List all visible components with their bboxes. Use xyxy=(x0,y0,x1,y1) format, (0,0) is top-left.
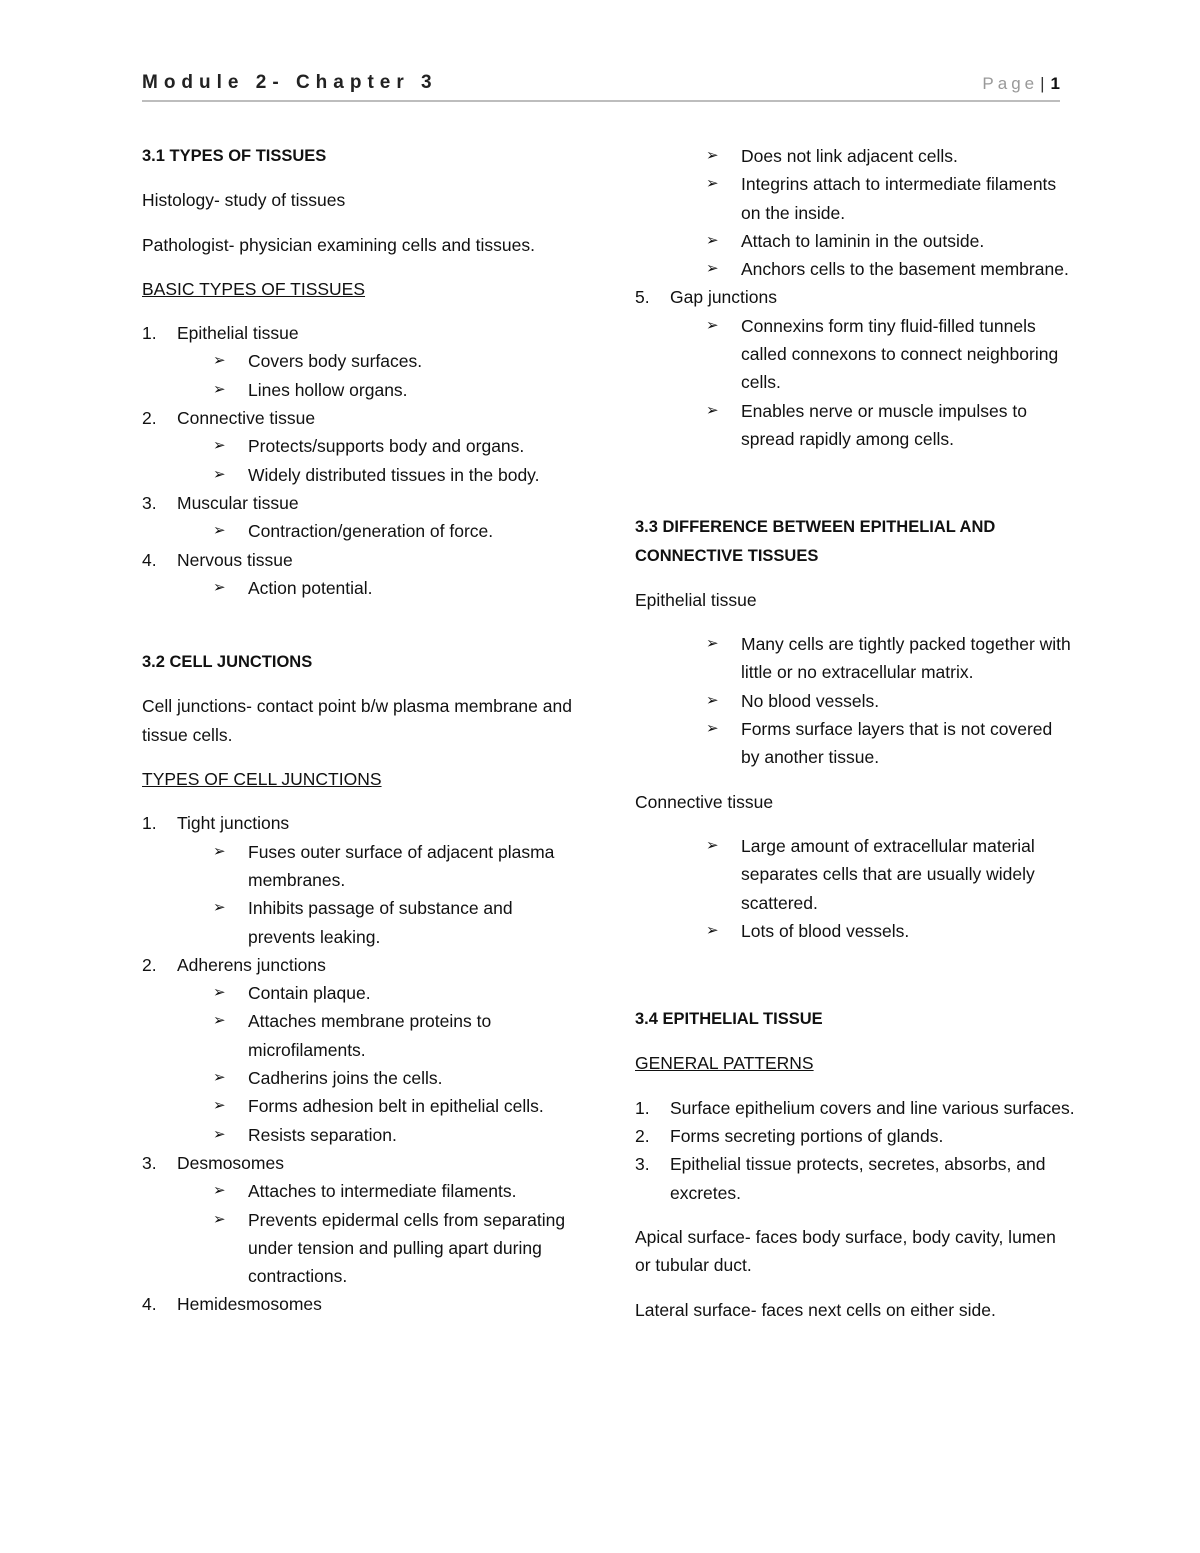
bullet-item xyxy=(635,170,1075,227)
bullet-item xyxy=(142,838,582,895)
list-item xyxy=(142,1290,582,1318)
basic-types-subheading: BASIC TYPES OF TISSUES xyxy=(142,278,366,299)
histology-definition: Histology- study of tissues xyxy=(142,190,346,211)
bullet-item xyxy=(635,255,1075,283)
bullet-text: Cadherins joins the cells. xyxy=(248,1068,443,1089)
bullet-text: Protects/supports body and organs. xyxy=(248,436,525,457)
bullet-text: Connexins form tiny fluid-filled tunnels called connexons to connect neighboring cells. xyxy=(741,315,1059,393)
bullet-item xyxy=(142,979,582,1007)
right-column xyxy=(635,142,1075,1324)
bullet-text: Contraction/generation of force. xyxy=(248,521,494,542)
bullet-item xyxy=(635,312,1075,397)
item-number: 4. xyxy=(142,549,157,570)
arrow-bullet-icon: ➢ xyxy=(706,836,719,854)
list-item xyxy=(142,404,582,432)
arrow-bullet-icon: ➢ xyxy=(213,899,226,917)
list-item xyxy=(142,1149,582,1177)
item-number: 5. xyxy=(635,287,650,308)
item-label: Epithelial tissue xyxy=(177,323,299,344)
bullet-item xyxy=(142,894,582,951)
arrow-bullet-icon: ➢ xyxy=(706,401,719,419)
arrow-bullet-icon: ➢ xyxy=(213,352,226,370)
item-label: Desmosomes xyxy=(177,1152,284,1173)
item-number: 1. xyxy=(142,813,157,834)
item-number: 2. xyxy=(635,1126,650,1147)
item-number: 1. xyxy=(142,323,157,344)
bullet-text: Forms surface layers that is not covered by another tissue. xyxy=(741,719,1053,768)
page-number: 1 xyxy=(1050,74,1060,93)
item-label: Muscular tissue xyxy=(177,492,299,513)
arrow-bullet-icon: ➢ xyxy=(213,1097,226,1115)
bullet-item xyxy=(142,432,582,460)
arrow-bullet-icon: ➢ xyxy=(213,984,226,1002)
arrow-bullet-icon: ➢ xyxy=(706,316,719,334)
arrow-bullet-icon: ➢ xyxy=(213,380,226,398)
bullet-text: Action potential. xyxy=(248,577,373,598)
bullet-text: Resists separation. xyxy=(248,1124,397,1145)
bullet-item xyxy=(142,1121,582,1149)
arrow-bullet-icon: ➢ xyxy=(213,842,226,860)
cell-junctions-definition: Cell junctions- contact point b/w plasma membrane and tissue cells. xyxy=(142,696,572,745)
arrow-bullet-icon: ➢ xyxy=(706,720,719,738)
item-label: Tight junctions xyxy=(177,813,290,834)
bullet-text: Anchors cells to the basement membrane. xyxy=(741,259,1069,280)
arrow-bullet-icon: ➢ xyxy=(706,147,719,164)
arrow-bullet-icon: ➢ xyxy=(706,260,719,278)
tissue-types-list xyxy=(142,319,582,602)
item-label: Epithelial tissue protects, secretes, absorbs, and excretes. xyxy=(670,1154,1046,1203)
list-item xyxy=(142,809,582,837)
bullet-item xyxy=(142,1064,582,1092)
list-item xyxy=(635,1122,1075,1150)
arrow-bullet-icon: ➢ xyxy=(706,691,719,709)
arrow-bullet-icon: ➢ xyxy=(213,437,226,455)
bullet-item xyxy=(635,630,1075,687)
item-label: Nervous tissue xyxy=(177,549,293,570)
bullet-text: Covers body surfaces. xyxy=(248,351,423,372)
bullet-item xyxy=(635,227,1075,255)
item-number: 3. xyxy=(635,1154,650,1175)
bullet-text: Attach to laminin in the outside. xyxy=(741,230,985,251)
bullet-text: Large amount of extracellular material separates cells that are usually widely scattered. xyxy=(741,835,1035,913)
item-number: 4. xyxy=(142,1294,157,1315)
epithelial-tissue-label: Epithelial tissue xyxy=(635,589,757,610)
item-number: 2. xyxy=(142,954,157,975)
connective-tissue-label: Connective tissue xyxy=(635,791,774,812)
item-number: 2. xyxy=(142,408,157,429)
arrow-bullet-icon: ➢ xyxy=(213,1069,226,1087)
bullet-text: Attaches to intermediate filaments. xyxy=(248,1181,517,1202)
types-junctions-subheading: TYPES OF CELL JUNCTIONS xyxy=(142,769,382,790)
bullet-text: Lines hollow organs. xyxy=(248,379,408,400)
bullet-item xyxy=(142,574,582,602)
section-3-3-heading: 3.3 DIFFERENCE BETWEEN EPITHELIAL AND CONNECTIVE TISSUES xyxy=(635,518,996,565)
bullet-item xyxy=(142,517,582,545)
item-label: Adherens junctions xyxy=(177,954,326,975)
bullet-item xyxy=(142,1177,582,1205)
item-label: Surface epithelium covers and line various surfaces. xyxy=(670,1097,1075,1118)
pathologist-definition: Pathologist- physician examining cells and tissues. xyxy=(142,234,535,255)
bullet-text: No blood vessels. xyxy=(741,690,880,711)
arrow-bullet-icon: ➢ xyxy=(213,1125,226,1143)
arrow-bullet-icon: ➢ xyxy=(213,1012,226,1030)
arrow-bullet-icon: ➢ xyxy=(706,175,719,193)
list-item xyxy=(142,951,582,979)
bullet-text: Forms adhesion belt in epithelial cells. xyxy=(248,1096,544,1117)
item-label: Forms secreting portions of glands. xyxy=(670,1126,944,1147)
list-item xyxy=(635,1150,1075,1207)
item-number: 1. xyxy=(635,1097,650,1118)
bullet-item xyxy=(142,1092,582,1120)
hemidesmosomes-bullets xyxy=(635,142,1075,283)
section-3-1-heading: 3.1 TYPES OF TISSUES xyxy=(142,147,327,165)
bullet-item xyxy=(635,397,1075,454)
arrow-bullet-icon: ➢ xyxy=(213,522,226,540)
bullet-text: Integrins attach to intermediate filaments on the inside. xyxy=(741,174,1057,223)
bullet-item xyxy=(142,347,582,375)
bullet-item xyxy=(142,461,582,489)
item-label: Hemidesmosomes xyxy=(177,1294,322,1315)
bullet-text: Widely distributed tissues in the body. xyxy=(248,464,540,485)
bullet-item xyxy=(635,917,1075,945)
bullet-text: Fuses outer surface of adjacent plasma membranes. xyxy=(248,841,555,890)
item-label: Gap junctions xyxy=(670,287,778,308)
arrow-bullet-icon: ➢ xyxy=(213,1210,226,1228)
bullet-item xyxy=(635,715,1075,772)
bullet-item xyxy=(635,832,1075,917)
bullet-item xyxy=(142,1206,582,1291)
list-item xyxy=(142,489,582,517)
arrow-bullet-icon: ➢ xyxy=(706,231,719,249)
bullet-text: Contain plaque. xyxy=(248,983,371,1004)
bullet-text: Does not link adjacent cells. xyxy=(741,146,958,166)
list-item xyxy=(635,1094,1075,1122)
arrow-bullet-icon: ➢ xyxy=(213,465,226,483)
bullet-text: Lots of blood vessels. xyxy=(741,920,910,941)
junction-types-list xyxy=(142,809,582,1318)
bullet-text: Attaches membrane proteins to microfilaments. xyxy=(248,1011,492,1060)
arrow-bullet-icon: ➢ xyxy=(213,1182,226,1200)
bullet-text: Enables nerve or muscle impulses to spread rapidly among cells. xyxy=(741,400,1027,449)
header-page-indicator xyxy=(982,74,1060,94)
arrow-bullet-icon: ➢ xyxy=(213,578,226,596)
header-title: Module 2- Chapter 3 xyxy=(142,72,438,93)
general-patterns-subheading: GENERAL PATTERNS xyxy=(635,1053,814,1074)
list-item xyxy=(142,546,582,574)
item-label: Connective tissue xyxy=(177,408,316,429)
arrow-bullet-icon: ➢ xyxy=(706,635,719,653)
bullet-text: Inhibits passage of substance and prevents leaking. xyxy=(248,898,513,947)
section-3-2-heading: 3.2 CELL JUNCTIONS xyxy=(142,653,313,672)
bullet-item xyxy=(635,687,1075,715)
arrow-bullet-icon: ➢ xyxy=(706,921,719,939)
bullet-item xyxy=(142,1007,582,1064)
left-column xyxy=(142,142,582,1319)
page-word: Page xyxy=(982,74,1039,93)
lateral-surface-definition: Lateral surface- faces next cells on either side. xyxy=(635,1299,996,1320)
page-header xyxy=(142,72,1060,102)
list-item xyxy=(142,319,582,347)
bullet-text: Many cells are tightly packed together with little or no extracellular matrix. xyxy=(741,634,1071,683)
page-separator: | xyxy=(1040,74,1045,93)
bullet-item xyxy=(635,142,1075,170)
item-number: 3. xyxy=(142,1152,157,1173)
bullet-text: Prevents epidermal cells from separating under tension and pulling apart during contractions. xyxy=(248,1209,566,1287)
list-item xyxy=(635,283,1075,311)
section-3-4-heading: 3.4 EPITHELIAL TISSUE xyxy=(635,1010,823,1029)
apical-surface-definition: Apical surface- faces body surface, body cavity, lumen or tubular duct. xyxy=(635,1226,1056,1276)
bullet-item xyxy=(142,376,582,404)
item-number: 3. xyxy=(142,492,157,513)
